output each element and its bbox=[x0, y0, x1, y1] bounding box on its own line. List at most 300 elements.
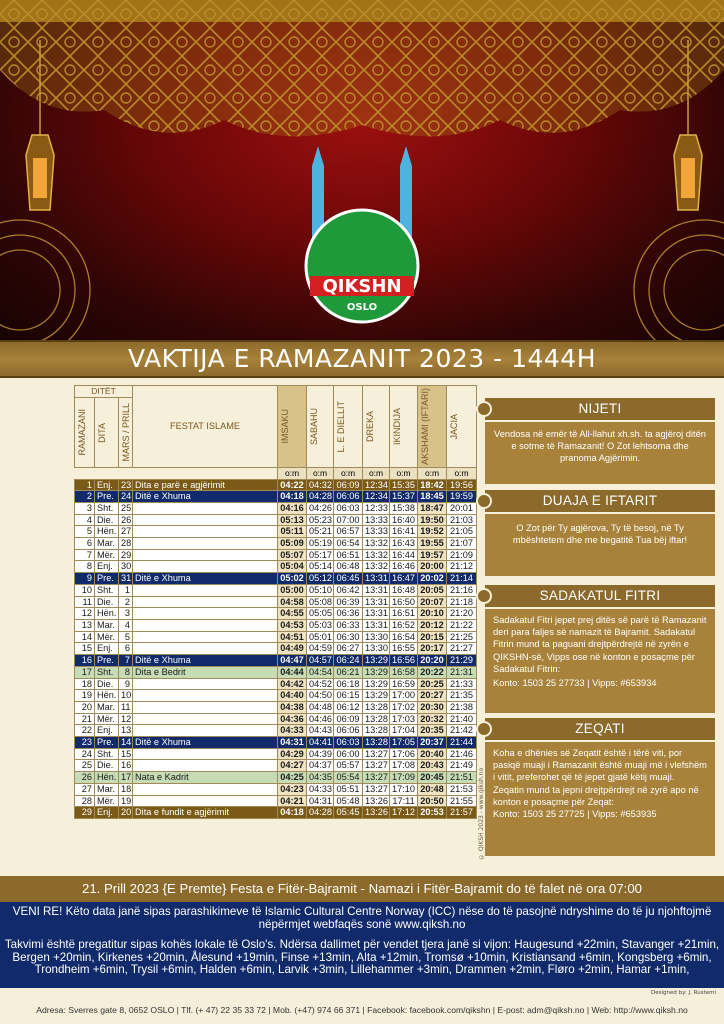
akshami-time: 18:45 bbox=[418, 491, 447, 503]
eid-announcement: 21. Prill 2023 {E Premte} Festa e Fitër-Bajramit - Namazi i Fitër-Bajramit do të falet në ora 07:00 bbox=[0, 876, 724, 902]
month-day: 30 bbox=[119, 561, 133, 573]
sabahu-time: 05:23 bbox=[307, 514, 334, 526]
month-day: 28 bbox=[119, 538, 133, 550]
lindja-time: 06:06 bbox=[334, 491, 363, 503]
ikindija-time: 16:51 bbox=[390, 608, 418, 620]
header-dita: DITA bbox=[97, 422, 107, 443]
table-body bbox=[75, 479, 477, 818]
veni-re-note: VENI RE! Këto data janë sipas parashikimeve të Islamic Cultural Centre Norway (ICC) nëse do të pasojnë ndryshime do të ju njohftojmë nëpërmjet webfaqës sonë www.qiksh.no bbox=[12, 905, 712, 931]
table-row bbox=[75, 795, 477, 807]
group-header: DITËT bbox=[75, 386, 133, 398]
jacia-time: 21:03 bbox=[447, 514, 477, 526]
day-number: 19 bbox=[75, 690, 95, 702]
imsaku-time: 04:27 bbox=[278, 760, 307, 772]
month-day: 10 bbox=[119, 690, 133, 702]
weekday: Sht. bbox=[95, 502, 119, 514]
table-row bbox=[75, 725, 477, 737]
header-lindja: L. E DIELLIT bbox=[336, 400, 347, 453]
table-row bbox=[75, 538, 477, 550]
dreka-time: 13:31 bbox=[363, 596, 390, 608]
jacia-time: 21:40 bbox=[447, 713, 477, 725]
lindja-time: 06:03 bbox=[334, 737, 363, 749]
akshami-time: 20:48 bbox=[418, 783, 447, 795]
dreka-time: 13:27 bbox=[363, 748, 390, 760]
weekday: Sht. bbox=[95, 748, 119, 760]
festat-cell: Ditë e Xhuma bbox=[133, 491, 278, 503]
dreka-time: 13:32 bbox=[363, 538, 390, 550]
akshami-time: 20:30 bbox=[418, 701, 447, 713]
day-number: 24 bbox=[75, 748, 95, 760]
imsaku-time: 05:07 bbox=[278, 549, 307, 561]
duaja-text: O Zot për Ty agjërova, Ty të besoj, në Ty mbështetem dhe me begatitë Tua bëj iftar! bbox=[485, 514, 715, 576]
festat-cell bbox=[133, 596, 278, 608]
weekday: Hën. bbox=[95, 772, 119, 784]
table-row bbox=[75, 549, 477, 561]
akshami-time: 20:05 bbox=[418, 584, 447, 596]
ikindija-time: 16:59 bbox=[390, 678, 418, 690]
sabahu-time: 04:57 bbox=[307, 655, 334, 667]
month-day: 17 bbox=[119, 772, 133, 784]
dreka-time: 13:28 bbox=[363, 737, 390, 749]
dreka-time: 13:26 bbox=[363, 795, 390, 807]
akshami-time: 20:20 bbox=[418, 655, 447, 667]
akshami-time: 20:50 bbox=[418, 795, 447, 807]
designer-credit: Designed by: J. Rustemi bbox=[650, 990, 716, 996]
zeqati-heading bbox=[485, 718, 715, 740]
header-festat: FESTAT ISLAME bbox=[133, 386, 278, 468]
sabahu-time: 04:50 bbox=[307, 690, 334, 702]
lindja-time: 06:09 bbox=[334, 713, 363, 725]
akshami-time: 20:35 bbox=[418, 725, 447, 737]
lindja-time: 06:06 bbox=[334, 725, 363, 737]
jacia-time: 21:38 bbox=[447, 701, 477, 713]
dreka-time: 13:30 bbox=[363, 631, 390, 643]
weekday: Sht. bbox=[95, 584, 119, 596]
header-sabahu: SABAHU bbox=[309, 407, 320, 445]
header-dreka: DREKA bbox=[365, 410, 376, 442]
lindja-time: 05:57 bbox=[334, 760, 363, 772]
festat-cell bbox=[133, 584, 278, 596]
nijeti-title: NIJETI bbox=[578, 401, 622, 416]
day-number: 18 bbox=[75, 678, 95, 690]
day-number: 13 bbox=[75, 619, 95, 631]
dreka-time: 13:29 bbox=[363, 655, 390, 667]
sabahu-time: 05:14 bbox=[307, 561, 334, 573]
lindja-time: 05:48 bbox=[334, 795, 363, 807]
lindja-time: 06:21 bbox=[334, 666, 363, 678]
day-number: 26 bbox=[75, 772, 95, 784]
table-row bbox=[75, 479, 477, 491]
akshami-time: 20:45 bbox=[418, 772, 447, 784]
zeqati-konto: Konto: 1503 25 27725 | Vipps: #653935 bbox=[493, 809, 657, 820]
imsaku-time: 04:38 bbox=[278, 701, 307, 713]
sabahu-time: 05:21 bbox=[307, 526, 334, 538]
sadakatul-box bbox=[485, 609, 715, 713]
dreka-time: 12:33 bbox=[363, 502, 390, 514]
dreka-time: 13:31 bbox=[363, 584, 390, 596]
jacia-time: 21:29 bbox=[447, 655, 477, 667]
festat-cell: Nata e Kadrit bbox=[133, 772, 278, 784]
akshami-time: 20:32 bbox=[418, 713, 447, 725]
nijeti-text: Vendosa në emër të All-llahut xh.sh. ta agjëroj ditën e sotme të Ramazanit! O Zot lehtsoma dhe pranoma Agjërimin. bbox=[485, 422, 715, 484]
jacia-time: 21:44 bbox=[447, 737, 477, 749]
day-number: 8 bbox=[75, 561, 95, 573]
copyright-note: © QIKSH 2023 - www.qiksh.no bbox=[478, 767, 485, 860]
dreka-time: 13:26 bbox=[363, 807, 390, 819]
unit-label: o:m bbox=[307, 467, 334, 479]
sabahu-time: 05:12 bbox=[307, 573, 334, 585]
lindja-time: 06:57 bbox=[334, 526, 363, 538]
festat-cell bbox=[133, 701, 278, 713]
jacia-time: 21:27 bbox=[447, 643, 477, 655]
ikindija-time: 15:37 bbox=[390, 491, 418, 503]
day-number: 17 bbox=[75, 666, 95, 678]
notice-block bbox=[0, 902, 724, 988]
unit-label: o:m bbox=[363, 467, 390, 479]
lindja-time: 06:48 bbox=[334, 561, 363, 573]
weekday: Enj. bbox=[95, 807, 119, 819]
lindja-time: 06:54 bbox=[334, 538, 363, 550]
akshami-time: 20:00 bbox=[418, 561, 447, 573]
weekday: Pre. bbox=[95, 491, 119, 503]
sabahu-time: 05:01 bbox=[307, 631, 334, 643]
bullet-icon bbox=[476, 401, 492, 417]
weekday: Mar. bbox=[95, 619, 119, 631]
day-number: 7 bbox=[75, 549, 95, 561]
jacia-time: 21:51 bbox=[447, 772, 477, 784]
dreka-time: 13:33 bbox=[363, 526, 390, 538]
lindja-time: 06:15 bbox=[334, 690, 363, 702]
akshami-time: 20:40 bbox=[418, 748, 447, 760]
day-number: 16 bbox=[75, 655, 95, 667]
festat-cell bbox=[133, 690, 278, 702]
month-day: 6 bbox=[119, 643, 133, 655]
jacia-time: 21:46 bbox=[447, 748, 477, 760]
table-row bbox=[75, 561, 477, 573]
dreka-time: 13:27 bbox=[363, 783, 390, 795]
lindja-time: 06:42 bbox=[334, 584, 363, 596]
ikindija-time: 17:03 bbox=[390, 713, 418, 725]
imsaku-time: 04:21 bbox=[278, 795, 307, 807]
ikindija-time: 17:12 bbox=[390, 807, 418, 819]
weekday: Hën. bbox=[95, 690, 119, 702]
imsaku-time: 05:00 bbox=[278, 584, 307, 596]
festat-cell: Ditë e Xhuma bbox=[133, 655, 278, 667]
festat-cell bbox=[133, 713, 278, 725]
lindja-time: 06:18 bbox=[334, 678, 363, 690]
weekday: Enj. bbox=[95, 561, 119, 573]
month-day: 15 bbox=[119, 748, 133, 760]
dreka-time: 13:29 bbox=[363, 678, 390, 690]
jacia-time: 21:18 bbox=[447, 596, 477, 608]
sabahu-time: 04:39 bbox=[307, 748, 334, 760]
sabahu-time: 04:52 bbox=[307, 678, 334, 690]
festat-cell bbox=[133, 795, 278, 807]
month-day: 27 bbox=[119, 526, 133, 538]
dreka-time: 13:31 bbox=[363, 573, 390, 585]
lindja-time: 06:33 bbox=[334, 619, 363, 631]
month-day: 25 bbox=[119, 502, 133, 514]
weekday: Mar. bbox=[95, 538, 119, 550]
table-row bbox=[75, 514, 477, 526]
month-day: 31 bbox=[119, 573, 133, 585]
festat-cell: Ditë e Xhuma bbox=[133, 737, 278, 749]
sabahu-time: 04:26 bbox=[307, 502, 334, 514]
imsaku-time: 04:42 bbox=[278, 678, 307, 690]
ikindija-time: 16:41 bbox=[390, 526, 418, 538]
dreka-time: 13:33 bbox=[363, 514, 390, 526]
dreka-time: 13:28 bbox=[363, 725, 390, 737]
akshami-time: 19:52 bbox=[418, 526, 447, 538]
festat-cell: Ditë e Xhuma bbox=[133, 573, 278, 585]
lindja-time: 06:12 bbox=[334, 701, 363, 713]
lindja-time: 06:30 bbox=[334, 631, 363, 643]
sabahu-time: 04:33 bbox=[307, 783, 334, 795]
takvimi-note: Takvimi është pregatitur sipas kohës lokale të Oslo's. Ndërsa dallimet për vendet tjera janë si vijon: Haugesund +22min, Stavanger +21min, Bergen +20min, Kirkenes +20min, Ålesund +19min, Finse +13min, Alta +12min, Tromsø +10min, Kristiansand +6min, Kongsberg +6min, Trondheim +6min, Trysil +6min, Halden +6min, Larvik +3min, Lillehammer +3min, Drammen +2min, Fløro +2min, Hamar +1min, bbox=[4, 938, 720, 977]
unit-label: o:m bbox=[278, 467, 307, 479]
festat-cell bbox=[133, 631, 278, 643]
lindja-time: 05:54 bbox=[334, 772, 363, 784]
weekday: Enj. bbox=[95, 479, 119, 491]
ikindija-time: 17:06 bbox=[390, 748, 418, 760]
unit-label: o:m bbox=[447, 467, 477, 479]
jacia-time: 21:22 bbox=[447, 619, 477, 631]
unit-label: o:m bbox=[334, 467, 363, 479]
weekday: Die. bbox=[95, 678, 119, 690]
ikindija-time: 16:54 bbox=[390, 631, 418, 643]
ikindija-time: 15:38 bbox=[390, 502, 418, 514]
imsaku-time: 04:16 bbox=[278, 502, 307, 514]
weekday: Pre. bbox=[95, 655, 119, 667]
zeqati-text: Koha e dhënies së Zeqatit është i tërë viti, por pasiqë muaji i Ramazanit është muaji më i vlefshëm i vitit, preferohet që të jepet gjatë këtij muaji. Zeqatin mund ta jepni drejtpërdrejt në zyrë apo në konton e posaçme për Zeqat: bbox=[493, 748, 707, 807]
festat-cell bbox=[133, 538, 278, 550]
ikindija-time: 17:11 bbox=[390, 795, 418, 807]
table-row bbox=[75, 690, 477, 702]
zeqati-box bbox=[485, 742, 715, 856]
sadakatul-title: SADAKATUL FITRI bbox=[539, 588, 661, 603]
sabahu-time: 05:05 bbox=[307, 608, 334, 620]
duaja-title: DUAJA E IFTARIT bbox=[542, 493, 658, 508]
lindja-time: 06:39 bbox=[334, 596, 363, 608]
dreka-time: 13:31 bbox=[363, 608, 390, 620]
akshami-time: 19:55 bbox=[418, 538, 447, 550]
jacia-time: 19:56 bbox=[447, 479, 477, 491]
ikindija-time: 17:08 bbox=[390, 760, 418, 772]
header-mars-prill: MARS / PRILL bbox=[121, 403, 131, 462]
table-row bbox=[75, 502, 477, 514]
ikindija-time: 16:58 bbox=[390, 666, 418, 678]
header-ikindija: IKINDIJA bbox=[392, 407, 403, 445]
festat-cell bbox=[133, 608, 278, 620]
akshami-time: 20:37 bbox=[418, 737, 447, 749]
unit-label: o:m bbox=[390, 467, 418, 479]
festat-cell bbox=[133, 783, 278, 795]
jacia-time: 20:01 bbox=[447, 502, 477, 514]
zeqati-title: ZEQATI bbox=[575, 721, 625, 736]
table-row bbox=[75, 526, 477, 538]
akshami-time: 19:50 bbox=[418, 514, 447, 526]
weekday: Mër. bbox=[95, 795, 119, 807]
lindja-time: 06:09 bbox=[334, 479, 363, 491]
month-day: 26 bbox=[119, 514, 133, 526]
day-number: 23 bbox=[75, 737, 95, 749]
lindja-time: 06:45 bbox=[334, 573, 363, 585]
imsaku-time: 05:04 bbox=[278, 561, 307, 573]
table-row bbox=[75, 748, 477, 760]
month-day: 29 bbox=[119, 549, 133, 561]
weekday: Pre. bbox=[95, 737, 119, 749]
festat-cell bbox=[133, 526, 278, 538]
ikindija-time: 16:40 bbox=[390, 514, 418, 526]
ikindija-time: 17:09 bbox=[390, 772, 418, 784]
jacia-time: 21:25 bbox=[447, 631, 477, 643]
sabahu-time: 04:37 bbox=[307, 760, 334, 772]
table-row bbox=[75, 655, 477, 667]
unit-label: o:m bbox=[418, 467, 447, 479]
weekday: Mër. bbox=[95, 631, 119, 643]
qikshn-logo bbox=[290, 146, 434, 330]
ikindija-time: 16:52 bbox=[390, 619, 418, 631]
jacia-time: 21:09 bbox=[447, 549, 477, 561]
jacia-time: 21:07 bbox=[447, 538, 477, 550]
ikindija-time: 15:35 bbox=[390, 479, 418, 491]
day-number: 27 bbox=[75, 783, 95, 795]
lantern-right-icon bbox=[668, 40, 708, 220]
month-day: 13 bbox=[119, 725, 133, 737]
sabahu-time: 04:32 bbox=[307, 479, 334, 491]
lindja-time: 07:00 bbox=[334, 514, 363, 526]
sabahu-time: 04:41 bbox=[307, 737, 334, 749]
imsaku-time: 04:51 bbox=[278, 631, 307, 643]
lindja-time: 06:03 bbox=[334, 502, 363, 514]
sabahu-time: 04:54 bbox=[307, 666, 334, 678]
bullet-icon bbox=[476, 588, 492, 604]
lindja-time: 05:45 bbox=[334, 807, 363, 819]
sadakatul-text: Sadakatul Fitri jepet prej ditës së parë të Ramazanit deri para faljes së namazit të Bajramit. Sadakatul Fitrin mund ta paguani drejtpërdrejtë në zyrën e QIKSHN-së, Vipps ose në konton e posaçme për Sadakatul Fitrin: bbox=[493, 615, 707, 674]
page-title: VAKTIJA E RAMAZANIT 2023 - 1444H bbox=[0, 340, 724, 378]
imsaku-time: 04:29 bbox=[278, 748, 307, 760]
ikindija-time: 17:02 bbox=[390, 701, 418, 713]
month-day: 14 bbox=[119, 737, 133, 749]
table-row bbox=[75, 783, 477, 795]
logo-city: OSLO bbox=[346, 302, 378, 313]
akshami-time: 20:43 bbox=[418, 760, 447, 772]
logo-name: QIKSHN bbox=[322, 276, 402, 297]
jacia-time: 21:49 bbox=[447, 760, 477, 772]
month-day: 16 bbox=[119, 760, 133, 772]
sabahu-time: 04:59 bbox=[307, 643, 334, 655]
sabahu-time: 04:48 bbox=[307, 701, 334, 713]
jacia-time: 21:12 bbox=[447, 561, 477, 573]
day-number: 1 bbox=[75, 479, 95, 491]
duaja-heading bbox=[485, 490, 715, 512]
table-row bbox=[75, 772, 477, 784]
festat-cell: Dita e parë e agjërimit bbox=[133, 479, 278, 491]
ikindija-time: 16:56 bbox=[390, 655, 418, 667]
weekday: Mër. bbox=[95, 713, 119, 725]
ikindija-time: 16:44 bbox=[390, 549, 418, 561]
imsaku-time: 04:44 bbox=[278, 666, 307, 678]
akshami-time: 20:17 bbox=[418, 643, 447, 655]
sabahu-time: 04:35 bbox=[307, 772, 334, 784]
dreka-time: 13:27 bbox=[363, 760, 390, 772]
weekday: Enj. bbox=[95, 725, 119, 737]
sadakatul-konto: Konto: 1503 25 27733 | Vipps: #653934 bbox=[493, 678, 657, 689]
festat-cell: Dita e fundit e agjërimit bbox=[133, 807, 278, 819]
dreka-time: 13:31 bbox=[363, 619, 390, 631]
ikindija-time: 16:43 bbox=[390, 538, 418, 550]
table-row bbox=[75, 643, 477, 655]
day-number: 28 bbox=[75, 795, 95, 807]
akshami-time: 20:27 bbox=[418, 690, 447, 702]
bullet-icon bbox=[476, 493, 492, 509]
day-number: 11 bbox=[75, 596, 95, 608]
jacia-time: 21:53 bbox=[447, 783, 477, 795]
festat-cell bbox=[133, 725, 278, 737]
table-row bbox=[75, 666, 477, 678]
month-day: 24 bbox=[119, 491, 133, 503]
imsaku-time: 04:22 bbox=[278, 479, 307, 491]
akshami-time: 20:15 bbox=[418, 631, 447, 643]
dreka-time: 13:29 bbox=[363, 690, 390, 702]
day-number: 10 bbox=[75, 584, 95, 596]
dreka-time: 13:28 bbox=[363, 701, 390, 713]
dreka-time: 12:34 bbox=[363, 491, 390, 503]
dreka-time: 13:32 bbox=[363, 549, 390, 561]
ikindija-time: 16:46 bbox=[390, 561, 418, 573]
table-row bbox=[75, 573, 477, 585]
imsaku-time: 04:47 bbox=[278, 655, 307, 667]
month-day: 9 bbox=[119, 678, 133, 690]
lindja-time: 06:36 bbox=[334, 608, 363, 620]
weekday: Die. bbox=[95, 760, 119, 772]
imsaku-time: 05:09 bbox=[278, 538, 307, 550]
day-number: 5 bbox=[75, 526, 95, 538]
table-row bbox=[75, 619, 477, 631]
ikindija-time: 16:47 bbox=[390, 573, 418, 585]
weekday: Mar. bbox=[95, 701, 119, 713]
day-number: 3 bbox=[75, 502, 95, 514]
month-day: 3 bbox=[119, 608, 133, 620]
akshami-time: 20:07 bbox=[418, 596, 447, 608]
imsaku-time: 04:25 bbox=[278, 772, 307, 784]
day-number: 9 bbox=[75, 573, 95, 585]
akshami-time: 20:22 bbox=[418, 666, 447, 678]
sabahu-time: 04:31 bbox=[307, 795, 334, 807]
jacia-time: 21:05 bbox=[447, 526, 477, 538]
jacia-time: 21:31 bbox=[447, 666, 477, 678]
imsaku-time: 04:40 bbox=[278, 690, 307, 702]
month-day: 5 bbox=[119, 631, 133, 643]
weekday: Hën. bbox=[95, 526, 119, 538]
table-row bbox=[75, 491, 477, 503]
imsaku-time: 05:13 bbox=[278, 514, 307, 526]
ikindija-time: 16:48 bbox=[390, 584, 418, 596]
festat-cell bbox=[133, 549, 278, 561]
imsaku-time: 04:36 bbox=[278, 713, 307, 725]
dreka-time: 13:27 bbox=[363, 772, 390, 784]
month-day: 7 bbox=[119, 655, 133, 667]
jacia-time: 21:16 bbox=[447, 584, 477, 596]
weekday: Die. bbox=[95, 596, 119, 608]
ikindija-time: 17:05 bbox=[390, 737, 418, 749]
weekday: Enj. bbox=[95, 643, 119, 655]
prayer-times-table bbox=[74, 385, 476, 865]
header-akshami: AKSHAMI (IFTARI) bbox=[420, 388, 431, 465]
table-row bbox=[75, 701, 477, 713]
imsaku-time: 04:53 bbox=[278, 619, 307, 631]
imsaku-time: 04:31 bbox=[278, 737, 307, 749]
